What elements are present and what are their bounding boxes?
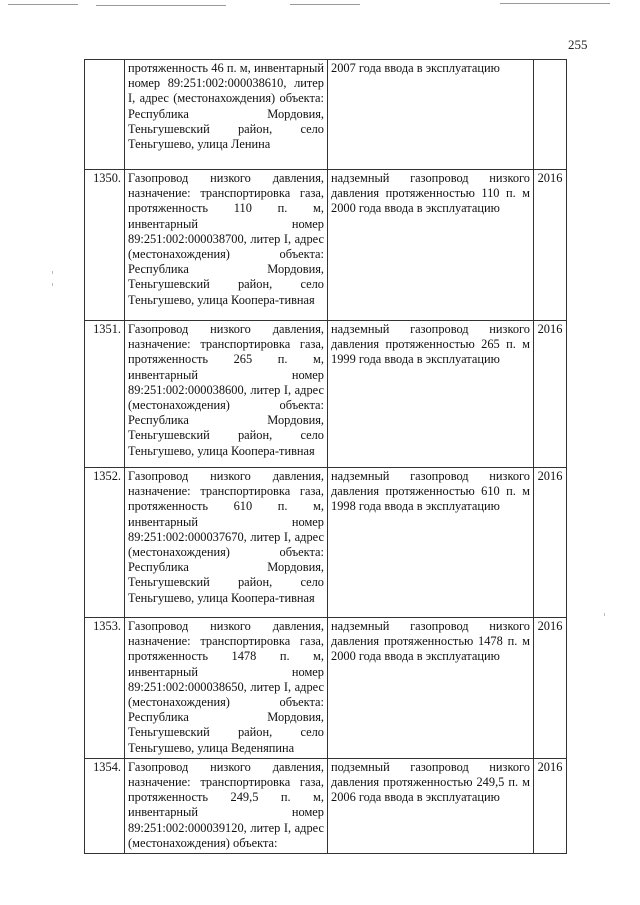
table-row — [85, 468, 567, 618]
object-description: Газопровод низкого давления, назначение: транспортировка газа, протяженность 249,5 п. м, инвентарный номер 89:251:002:000039120, литер I, адрес (местонахождения) объекта: — [125, 758, 328, 853]
row-number — [85, 60, 125, 170]
object-description: Газопровод низкого давления, назначение: транспортировка газа, протяженность 265 п. м, инвентарный номер 89:251:002:000038600, литер I, адрес (местонахождения) объекта: Республика Мордовия, Теньгушевский район, село Теньгушево, улица Коопера-тивная — [125, 321, 328, 468]
property-registry-table — [84, 59, 567, 854]
object-specification: надземный газопровод низкого давления протяженностью 110 п. м 2000 года ввода в эксплуатацию — [328, 170, 534, 321]
transfer-year: 2016 — [534, 321, 567, 468]
row-number: 1354. — [85, 758, 125, 853]
transfer-year: 2016 — [534, 758, 567, 853]
scan-dust-mark — [52, 283, 53, 286]
page-number: 255 — [568, 37, 588, 52]
object-description: Газопровод низкого давления, назначение: транспортировка газа, протяженность 110 п. м, инвентарный номер 89:251:002:000038700, литер I, адрес (местонахождения) объекта: Республика Мордовия, Теньгушевский район, село Теньгушево, улица Коопера-тивная — [125, 170, 328, 321]
object-specification: подземный газопровод низкого давления протяженностью 249,5 п. м 2006 года ввода в эксплуатацию — [328, 758, 534, 853]
object-specification: 2007 года ввода в эксплуатацию — [328, 60, 534, 170]
table-row — [85, 321, 567, 468]
transfer-year: 2016 — [534, 170, 567, 321]
object-specification: надземный газопровод низкого давления протяженностью 610 п. м 1998 года ввода в эксплуатацию — [328, 468, 534, 618]
transfer-year — [534, 60, 567, 170]
object-description: Газопровод низкого давления, назначение: транспортировка газа, протяженность 610 п. м, инвентарный номер 89:251:002:000037670, литер I, адрес (местонахождения) объекта: Республика Мордовия, Теньгушевский район, село Теньгушево, улица Коопера-тивная — [125, 468, 328, 618]
object-description: Газопровод низкого давления, назначение: транспортировка газа, протяженность 1478 п. м, инвентарный номер 89:251:002:000038650, литер I, адрес (местонахождения) объекта: Республика Мордовия, Теньгушевский район, село Теньгушево, улица Веденяпина — [125, 618, 328, 759]
table-row — [85, 758, 567, 853]
transfer-year: 2016 — [534, 468, 567, 618]
scan-dust-mark — [52, 271, 53, 274]
transfer-year: 2016 — [534, 618, 567, 759]
row-number: 1352. — [85, 468, 125, 618]
row-number: 1350. — [85, 170, 125, 321]
table-row — [85, 170, 567, 321]
scan-edge-artifact — [0, 0, 640, 12]
scan-dust-mark — [604, 613, 605, 616]
table-row — [85, 618, 567, 759]
object-description: протяженность 46 п. м, инвентарный номер 89:251:002:000038610, литер I, адрес (местонахождения) объекта: Республика Мордовия, Теньгушевский район, село Теньгушево, улица Ленина — [125, 60, 328, 170]
object-specification: надземный газопровод низкого давления протяженностью 265 п. м 1999 года ввода в эксплуатацию — [328, 321, 534, 468]
object-specification: надземный газопровод низкого давления протяженностью 1478 п. м 2000 года ввода в эксплуатацию — [328, 618, 534, 759]
row-number: 1353. — [85, 618, 125, 759]
row-number: 1351. — [85, 321, 125, 468]
table-row — [85, 60, 567, 170]
